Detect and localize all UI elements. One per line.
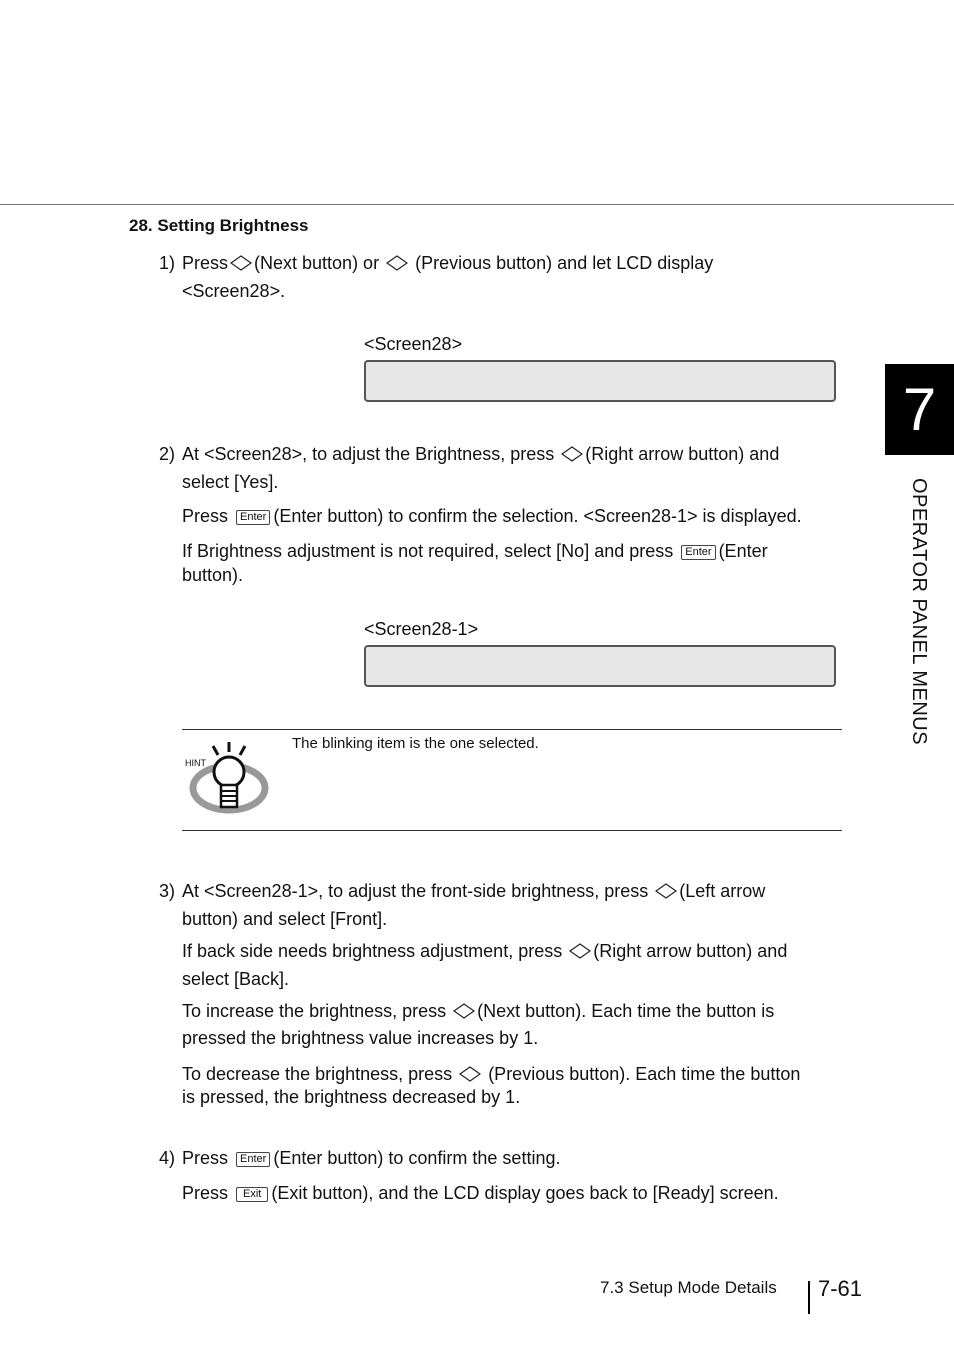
step3-text-g: To increase the brightness, press [182, 1001, 447, 1021]
step4-number: 4) [159, 1148, 176, 1168]
right-arrow-button-icon [561, 445, 583, 463]
exit-key-icon: Exit [236, 1187, 268, 1202]
step2-number: 2) [159, 444, 176, 464]
step2-text-e: (Enter button) to confirm the selection. <Screen28-1> is displayed. [273, 506, 802, 526]
chapter-number: 7 [902, 376, 937, 443]
step4-text-d: (Exit button), and the LCD display goes back to [Ready] screen. [271, 1183, 779, 1203]
enter-key-icon: Enter [236, 1152, 270, 1167]
chapter-title: OPERATOR PANEL MENUS [908, 478, 930, 746]
step2-text-a: At <Screen28>, to adjust the Brightness, press [182, 444, 555, 464]
step4-line2 [182, 1181, 779, 1205]
step3-text-h: (Next button). Each time the button is [477, 1001, 775, 1021]
step1-text-b: (Next button) or [254, 253, 380, 273]
step2-line1 [182, 442, 779, 466]
lcd-screen28-1 [364, 645, 836, 687]
step4-text-c: Press [182, 1183, 229, 1203]
enter-key-icon: Enter [236, 510, 270, 525]
header-rule [0, 204, 954, 205]
step3-line5 [182, 999, 774, 1023]
step3-line1 [182, 879, 765, 903]
step3-text-j: To decrease the brightness, press [182, 1064, 453, 1084]
step4-text-b: (Enter button) to confirm the setting. [273, 1148, 561, 1168]
step4-text-a: Press [182, 1148, 229, 1168]
step3-line4: select [Back]. [182, 969, 290, 989]
lcd-screen28 [364, 360, 836, 402]
step2-line3 [182, 504, 802, 528]
enter-key-icon: Enter [681, 545, 715, 560]
step3-text-e: (Right arrow button) and [593, 941, 788, 961]
step1-number: 1) [159, 253, 176, 273]
step2-line5: button). [182, 565, 244, 585]
footer-section: 7.3 Setup Mode Details [600, 1278, 777, 1297]
step3-text-b: (Left arrow [679, 881, 766, 901]
step2-text-d: Press [182, 506, 229, 526]
step4-line1 [182, 1146, 560, 1170]
screen28-1-label: <Screen28-1> [364, 619, 479, 639]
step3-line6: pressed the brightness value increases by 1. [182, 1028, 539, 1048]
step3-line8: is pressed, the brightness decreased by 1. [182, 1087, 521, 1107]
step2-line4 [182, 539, 768, 563]
step1-line2: <Screen28>. [182, 281, 286, 301]
hint-top-rule [182, 729, 842, 730]
screen28-label: <Screen28> [364, 334, 463, 354]
step1-text-a: Press [182, 253, 229, 273]
footer-divider [808, 1281, 810, 1314]
hint-bottom-rule [182, 830, 842, 831]
step3-text-a: At <Screen28-1>, to adjust the front-side brightness, press [182, 881, 649, 901]
hint-lightbulb-icon [188, 740, 270, 816]
step3-text-k: (Previous button). Each time the button [488, 1064, 801, 1084]
previous-button-icon [386, 254, 408, 272]
step3-line2: button) and select [Front]. [182, 909, 388, 929]
right-arrow-button-icon [569, 942, 591, 960]
previous-button-icon [459, 1065, 481, 1083]
step1-line1 [182, 251, 713, 275]
page-number: 7-61 [818, 1276, 863, 1301]
hint-text: The blinking item is the one selected. [292, 735, 539, 752]
chapter-tab [885, 364, 954, 455]
step2-text-b: (Right arrow button) and [585, 444, 780, 464]
step3-line3 [182, 939, 787, 963]
step2-text-f: If Brightness adjustment is not required, select [No] and press [182, 541, 674, 561]
step1-text-c: (Previous button) and let LCD display [415, 253, 714, 273]
step3-line7 [182, 1062, 800, 1086]
step2-line2: select [Yes]. [182, 472, 279, 492]
step3-number: 3) [159, 881, 176, 901]
hint-label: HINT [185, 758, 206, 768]
left-arrow-button-icon [655, 882, 677, 900]
next-button-icon [230, 254, 252, 272]
step2-text-g: (Enter [718, 541, 768, 561]
section-title: 28. Setting Brightness [129, 216, 309, 235]
next-button-icon [453, 1002, 475, 1020]
step3-text-d: If back side needs brightness adjustment, press [182, 941, 563, 961]
